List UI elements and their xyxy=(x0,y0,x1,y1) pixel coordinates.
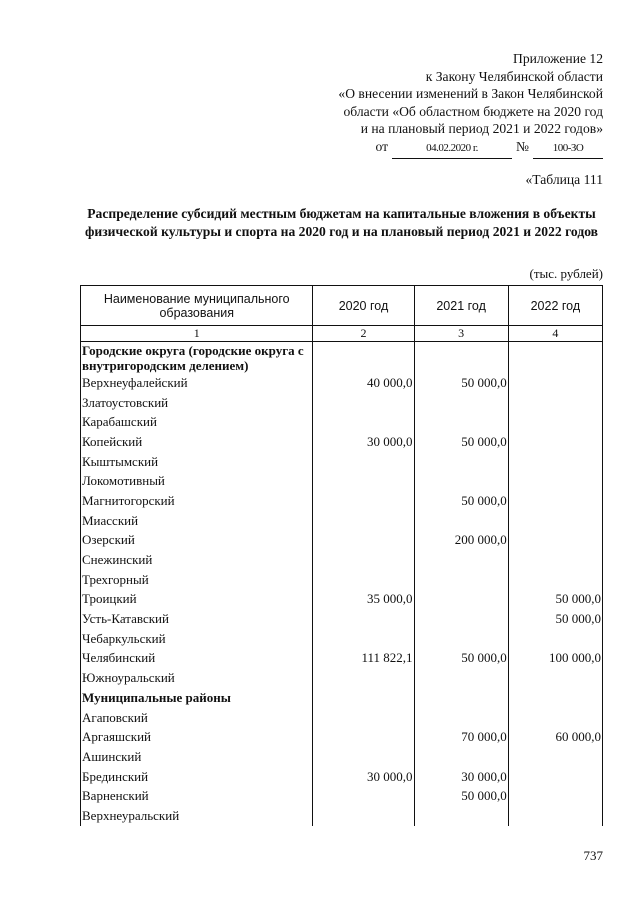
header-2022: 2022 год xyxy=(508,286,602,326)
municipality-cell: Варненский xyxy=(81,786,313,806)
header-2021: 2021 год xyxy=(414,286,508,326)
value-2020-cell xyxy=(313,688,414,708)
value-2021-cell: 50 000,0 xyxy=(414,649,508,669)
value-2021-cell xyxy=(414,668,508,688)
column-number: 2 xyxy=(313,326,414,342)
table-row xyxy=(81,452,603,472)
municipality-cell: Челябинский xyxy=(81,649,313,669)
number-label: № xyxy=(516,138,529,154)
header-line: области «Об областном бюджете на 2020 год xyxy=(343,103,603,119)
table-row xyxy=(81,747,603,767)
value-2021-cell: 200 000,0 xyxy=(414,531,508,551)
value-2021-cell: 50 000,0 xyxy=(414,786,508,806)
value-2021-cell xyxy=(414,570,508,590)
municipality-cell: Озерский xyxy=(81,531,313,551)
value-2021-cell: 50 000,0 xyxy=(414,491,508,511)
table-row xyxy=(81,393,603,413)
value-2020-cell xyxy=(313,747,414,767)
table-row xyxy=(81,373,603,393)
value-2020-cell xyxy=(313,668,414,688)
page-number: 737 xyxy=(583,848,603,863)
value-2020-cell xyxy=(313,806,414,826)
value-2020-cell xyxy=(313,570,414,590)
value-2022-cell xyxy=(508,471,602,491)
value-2020-cell xyxy=(313,531,414,551)
municipality-cell: Чебаркульский xyxy=(81,629,313,649)
value-2020-cell xyxy=(313,609,414,629)
value-2021-cell xyxy=(414,393,508,413)
value-2022-cell: 50 000,0 xyxy=(508,609,602,629)
value-2022-cell xyxy=(508,491,602,511)
value-2020-cell xyxy=(313,550,414,570)
table-body xyxy=(81,342,603,826)
value-2020-cell xyxy=(313,629,414,649)
value-2022-cell xyxy=(508,452,602,472)
value-2020-cell: 30 000,0 xyxy=(313,767,414,787)
value-2022-cell xyxy=(508,511,602,531)
value-2022-cell xyxy=(508,570,602,590)
table-row xyxy=(81,708,603,728)
municipality-cell: Муниципальные районы xyxy=(81,688,313,708)
municipality-cell: Аргаяшский xyxy=(81,727,313,747)
table-row xyxy=(81,806,603,826)
value-2020-cell xyxy=(313,511,414,531)
value-2020-cell xyxy=(313,471,414,491)
header-municipality: Наименование муниципального образования xyxy=(81,286,313,326)
municipality-cell: Карабашский xyxy=(81,412,313,432)
header-line: к Закону Челябинской области xyxy=(425,68,603,84)
units-label: (тыс. рублей) xyxy=(529,266,603,281)
table-row xyxy=(81,511,603,531)
value-2020-cell xyxy=(313,452,414,472)
table-row xyxy=(81,767,603,787)
value-2022-cell xyxy=(508,432,602,452)
value-2021-cell xyxy=(414,806,508,826)
municipality-cell: Трехгорный xyxy=(81,570,313,590)
header-line: «О внесении изменений в Закон Челябинской xyxy=(338,86,603,102)
table-row xyxy=(81,590,603,610)
value-2021-cell xyxy=(414,708,508,728)
header-line: и на плановый период 2021 и 2022 годов» xyxy=(360,121,603,137)
value-2020-cell xyxy=(313,342,414,374)
value-2020-cell xyxy=(313,727,414,747)
law-date: 04.02.2020 г. xyxy=(392,140,512,159)
value-2021-cell xyxy=(414,412,508,432)
municipality-cell: Магнитогорский xyxy=(81,491,313,511)
value-2022-cell xyxy=(508,708,602,728)
value-2022-cell xyxy=(508,767,602,787)
table-row xyxy=(81,688,603,708)
value-2021-cell xyxy=(414,452,508,472)
table-row xyxy=(81,570,603,590)
table-row xyxy=(81,432,603,452)
table-row xyxy=(81,727,603,747)
column-number: 3 xyxy=(414,326,508,342)
subsidy-table xyxy=(80,285,603,826)
table-row xyxy=(81,550,603,570)
value-2020-cell: 30 000,0 xyxy=(313,432,414,452)
value-2021-cell xyxy=(414,342,508,374)
municipality-cell: Агаповский xyxy=(81,708,313,728)
value-2021-cell xyxy=(414,747,508,767)
document-title: Распределение субсидий местным бюджетам на капитальные вложения в объекты физической культуры и спорта на 2020 год и на плановый период 2021 и 2022 годов xyxy=(84,206,599,239)
value-2022-cell: 50 000,0 xyxy=(508,590,602,610)
value-2021-cell xyxy=(414,471,508,491)
value-2020-cell: 40 000,0 xyxy=(313,373,414,393)
municipality-cell: Брединский xyxy=(81,767,313,787)
value-2021-cell xyxy=(414,629,508,649)
value-2021-cell: 30 000,0 xyxy=(414,767,508,787)
value-2021-cell: 70 000,0 xyxy=(414,727,508,747)
table-row xyxy=(81,531,603,551)
value-2021-cell xyxy=(414,688,508,708)
municipality-cell: Южноуральский xyxy=(81,668,313,688)
law-reference xyxy=(338,138,603,159)
value-2022-cell xyxy=(508,531,602,551)
municipality-cell: Троицкий xyxy=(81,590,313,610)
law-number: 100-ЗО xyxy=(533,140,603,159)
value-2021-cell xyxy=(414,609,508,629)
value-2020-cell xyxy=(313,393,414,413)
value-2021-cell xyxy=(414,550,508,570)
value-2020-cell xyxy=(313,708,414,728)
value-2020-cell xyxy=(313,491,414,511)
municipality-cell: Локомотивный xyxy=(81,471,313,491)
column-number: 1 xyxy=(81,326,313,342)
municipality-cell: Снежинский xyxy=(81,550,313,570)
value-2022-cell xyxy=(508,373,602,393)
table-row xyxy=(81,471,603,491)
municipality-cell: Ашинский xyxy=(81,747,313,767)
municipality-cell: Златоустовский xyxy=(81,393,313,413)
municipality-cell: Копейский xyxy=(81,432,313,452)
municipality-cell: Кыштымский xyxy=(81,452,313,472)
from-label: от xyxy=(375,138,389,154)
value-2021-cell: 50 000,0 xyxy=(414,432,508,452)
value-2020-cell: 35 000,0 xyxy=(313,590,414,610)
column-number: 4 xyxy=(508,326,602,342)
value-2022-cell xyxy=(508,412,602,432)
municipality-cell: Миасский xyxy=(81,511,313,531)
value-2020-cell: 111 822,1 xyxy=(313,649,414,669)
table-row xyxy=(81,649,603,669)
value-2022-cell xyxy=(508,747,602,767)
municipality-cell: Городские округа (городские округа с внутригородским делением) xyxy=(81,342,313,374)
value-2022-cell xyxy=(508,550,602,570)
value-2022-cell xyxy=(508,668,602,688)
value-2021-cell xyxy=(414,511,508,531)
table-row xyxy=(81,491,603,511)
table-row xyxy=(81,786,603,806)
value-2022-cell: 60 000,0 xyxy=(508,727,602,747)
municipality-cell: Верхнеуфалейский xyxy=(81,373,313,393)
value-2022-cell xyxy=(508,786,602,806)
table-row xyxy=(81,609,603,629)
value-2022-cell xyxy=(508,629,602,649)
table-row xyxy=(81,342,603,374)
value-2021-cell: 50 000,0 xyxy=(414,373,508,393)
value-2020-cell xyxy=(313,786,414,806)
value-2020-cell xyxy=(313,412,414,432)
value-2022-cell: 100 000,0 xyxy=(508,649,602,669)
municipality-cell: Верхнеуральский xyxy=(81,806,313,826)
value-2022-cell xyxy=(508,688,602,708)
value-2022-cell xyxy=(508,342,602,374)
header-2020: 2020 год xyxy=(313,286,414,326)
column-number-row xyxy=(81,326,603,342)
municipality-cell: Усть-Катавский xyxy=(81,609,313,629)
table-header-row xyxy=(81,286,603,326)
value-2022-cell xyxy=(508,393,602,413)
header-line: Приложение 12 xyxy=(513,51,603,66)
appendix-header xyxy=(338,50,603,159)
value-2022-cell xyxy=(508,806,602,826)
table-row xyxy=(81,668,603,688)
value-2021-cell xyxy=(414,590,508,610)
table-label: «Таблица 111 xyxy=(525,172,603,187)
table-row xyxy=(81,629,603,649)
table-row xyxy=(81,412,603,432)
